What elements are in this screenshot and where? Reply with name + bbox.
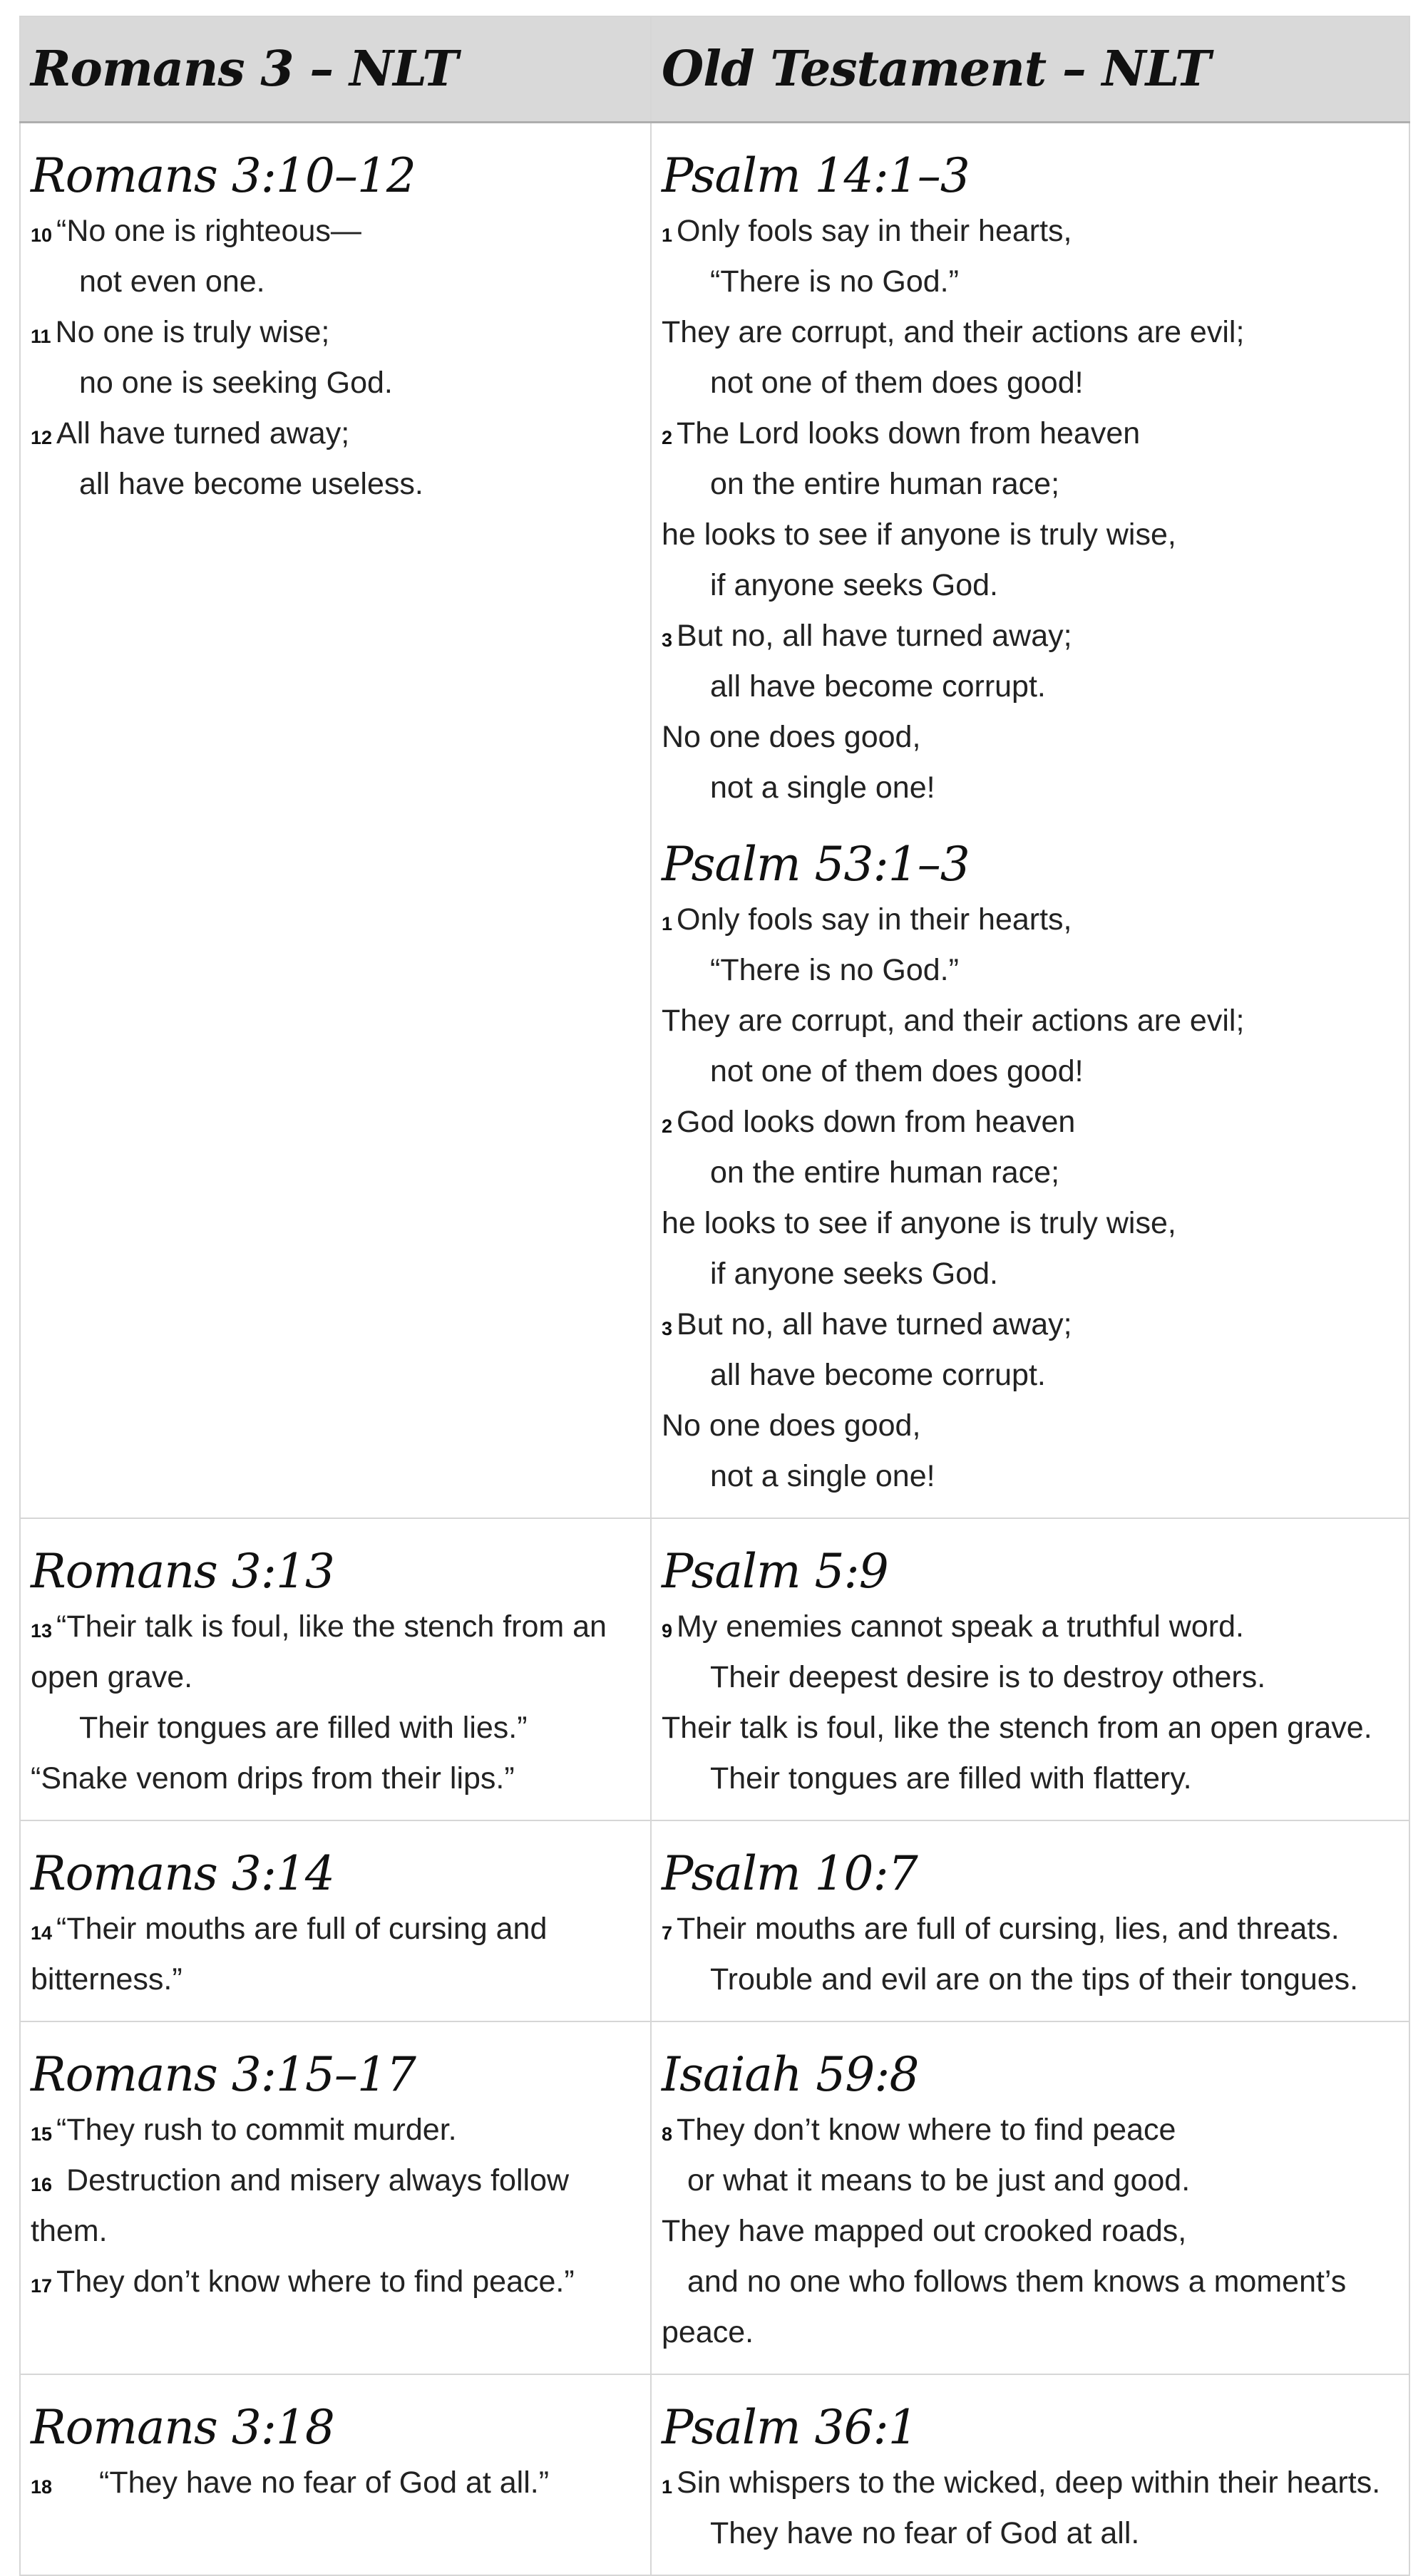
verse-text: and no one who follows them knows a moment’s peace. [662,2265,1347,2349]
verse-line: They are corrupt, and their actions are evil; [662,315,1245,349]
verse-line [31,1904,640,2005]
verse-line [662,1299,1399,1350]
verse-line: They have mapped out crooked roads, [662,2214,1187,2248]
verse-text: They don’t know where to find peace.” [56,2265,575,2299]
verse-line [31,2105,640,2155]
verse-text: But no, all have turned away; [677,619,1072,653]
verse-line: he looks to see if anyone is truly wise, [662,517,1176,552]
old-testament-cell [651,1518,1409,1820]
verse-number: 18 [31,2476,53,2498]
old-testament-cell [651,2021,1409,2374]
verse-line: on the entire human race; [710,467,1060,501]
verse-line [31,2155,640,2257]
verse-line: not a single one! [710,1459,935,1493]
passage [662,2045,1399,2358]
verse-number: 3 [662,1318,673,1339]
passage [662,1542,1399,1804]
romans-cell [20,1518,651,1820]
table-row [20,2021,1409,2374]
verse-text: But no, all have turned away; [677,1307,1072,1341]
verse-text: Only fools say in their hearts, [677,902,1072,937]
verse-text: The Lord looks down from heaven [677,416,1141,450]
romans-cell [20,123,651,1519]
verse-number: 16 [31,2174,53,2195]
verse-line: all have become useless. [79,467,423,501]
verse-line: No one does good, [662,720,921,754]
verse-line: Their tongues are filled with lies.” [79,1711,528,1745]
verse-number: 17 [31,2275,53,2297]
verse-line: “There is no God.” [710,953,959,987]
verse-number: 2 [662,427,673,448]
verse-number: 8 [662,2123,673,2145]
passage-reference: Romans 3:18 [31,2400,334,2455]
passage [662,146,1399,813]
verse-line: They have no fear of God at all. [710,2516,1140,2550]
verse-number: 3 [662,629,673,651]
table-row [20,1820,1409,2021]
romans-cell [20,1820,651,2021]
verse-line: no one is seeking God. [79,366,393,400]
table-row [20,2374,1409,2575]
passage-reference: Romans 3:15–17 [31,2047,416,2102]
verse-number: 7 [662,1922,673,1944]
romans-cell [20,2021,651,2374]
romans-cell [20,2374,651,2575]
verse-number: 10 [31,225,53,246]
verse-line [31,2257,640,2307]
verse-text: All have turned away; [56,416,350,450]
passage [662,2398,1399,2559]
verse-line [662,895,1399,945]
verse-line [31,2458,640,2508]
verse-line: They are corrupt, and their actions are evil; [662,1004,1245,1038]
passage [31,1844,640,2005]
verse-number: 13 [31,1620,53,1642]
verse-text: No one is truly wise; [55,315,330,349]
verse-line [662,2458,1399,2508]
verse-line [662,2105,1399,2155]
verse-line: Their tongues are filled with flattery. [710,1761,1192,1796]
table-row [20,1518,1409,1820]
verse-line [662,1904,1399,1954]
verse-line: Their talk is foul, like the stench from an open grave. [662,1711,1372,1745]
passage-reference: Romans 3:14 [31,1846,334,1901]
passage-reference: Psalm 10:7 [662,1846,918,1901]
verse-text: Sin whispers to the wicked, deep within their hearts. [677,2466,1381,2500]
passage [662,835,1399,1502]
verse-number: 14 [31,1922,53,1944]
verse-line [662,1602,1399,1652]
verse-line [662,206,1399,257]
verse-number: 12 [31,427,53,448]
header-cell-right [651,16,1409,123]
verse-text: God looks down from heaven [677,1105,1076,1139]
verse-text: My enemies cannot speak a truthful word. [677,1609,1244,1644]
verse-number: 1 [662,2476,673,2498]
verse-text: Only fools say in their hearts, [677,214,1072,248]
verse-text: Destruction and misery always follow them. [31,2163,570,2248]
verse-number: 2 [662,1116,673,1137]
verse-line: not one of them does good! [710,366,1084,400]
verse-line [31,408,640,459]
verse-line [31,307,640,358]
passage-reference: Psalm 14:1–3 [662,148,970,203]
verse-line [662,611,1399,661]
verse-line [31,1602,640,1703]
verse-line: on the entire human race; [710,1155,1060,1190]
verse-line: not one of them does good! [710,1054,1084,1088]
verse-line: “There is no God.” [710,264,959,299]
verse-number: 1 [662,225,673,246]
verse-text: They don’t know where to find peace [677,2113,1176,2147]
verse-line: all have become corrupt. [710,1358,1046,1392]
verse-line [31,206,640,257]
verse-text: “No one is righteous— [56,214,361,248]
comparison-document [19,16,1409,2576]
verse-text: “Their talk is foul, like the stench from an open grave. [31,1609,607,1694]
comparison-table [19,16,1410,2576]
verse-line: if anyone seeks God. [710,568,998,602]
header-row [20,16,1409,123]
verse-line: all have become corrupt. [710,669,1046,704]
verse-text: “They have no fear of God at all.” [99,2466,550,2500]
verse-number: 1 [662,913,673,934]
verse-number: 15 [31,2123,53,2145]
passage-reference: Psalm 36:1 [662,2400,918,2455]
passage-reference: Romans 3:10–12 [31,148,416,203]
verse-line [662,408,1399,459]
verse-number: 11 [31,326,51,347]
verse-line: if anyone seeks God. [710,1257,998,1291]
passage-reference: Isaiah 59:8 [662,2047,919,2102]
verse-line: Trouble and evil are on the tips of their tongues. [710,1962,1359,1997]
verse-line: not a single one! [710,771,935,805]
verse-number: 9 [662,1620,673,1642]
header-cell-left [20,16,651,123]
old-testament-cell [651,1820,1409,2021]
passage [31,146,640,510]
verse-line: he looks to see if anyone is truly wise, [662,1206,1176,1240]
passage-reference: Psalm 5:9 [662,1544,888,1599]
passage [662,1844,1399,2005]
verse-text: “Their mouths are full of cursing and bitterness.” [31,1912,548,1997]
verse-line: Their deepest desire is to destroy others. [710,1660,1266,1694]
passage [31,1542,640,1804]
verse-line: not even one. [79,264,265,299]
verse-line: No one does good, [662,1408,921,1443]
verse-line [662,2257,1399,2358]
passage [31,2045,640,2307]
old-testament-cell [651,2374,1409,2575]
header-title-left: Romans 3 – NLT [31,41,458,98]
verse-line: or what it means to be just and good. [687,2163,1191,2198]
old-testament-cell [651,123,1409,1519]
passage-reference: Psalm 53:1–3 [662,837,970,892]
verse-line: “Snake venom drips from their lips.” [31,1761,515,1796]
passage [31,2398,640,2508]
verse-line [662,1097,1399,1148]
verse-text: “They rush to commit murder. [56,2113,457,2147]
header-title-right: Old Testament – NLT [662,41,1211,98]
verse-text: Their mouths are full of cursing, lies, and threats. [677,1912,1340,1946]
passage-reference: Romans 3:13 [31,1544,334,1599]
table-row [20,123,1409,1519]
